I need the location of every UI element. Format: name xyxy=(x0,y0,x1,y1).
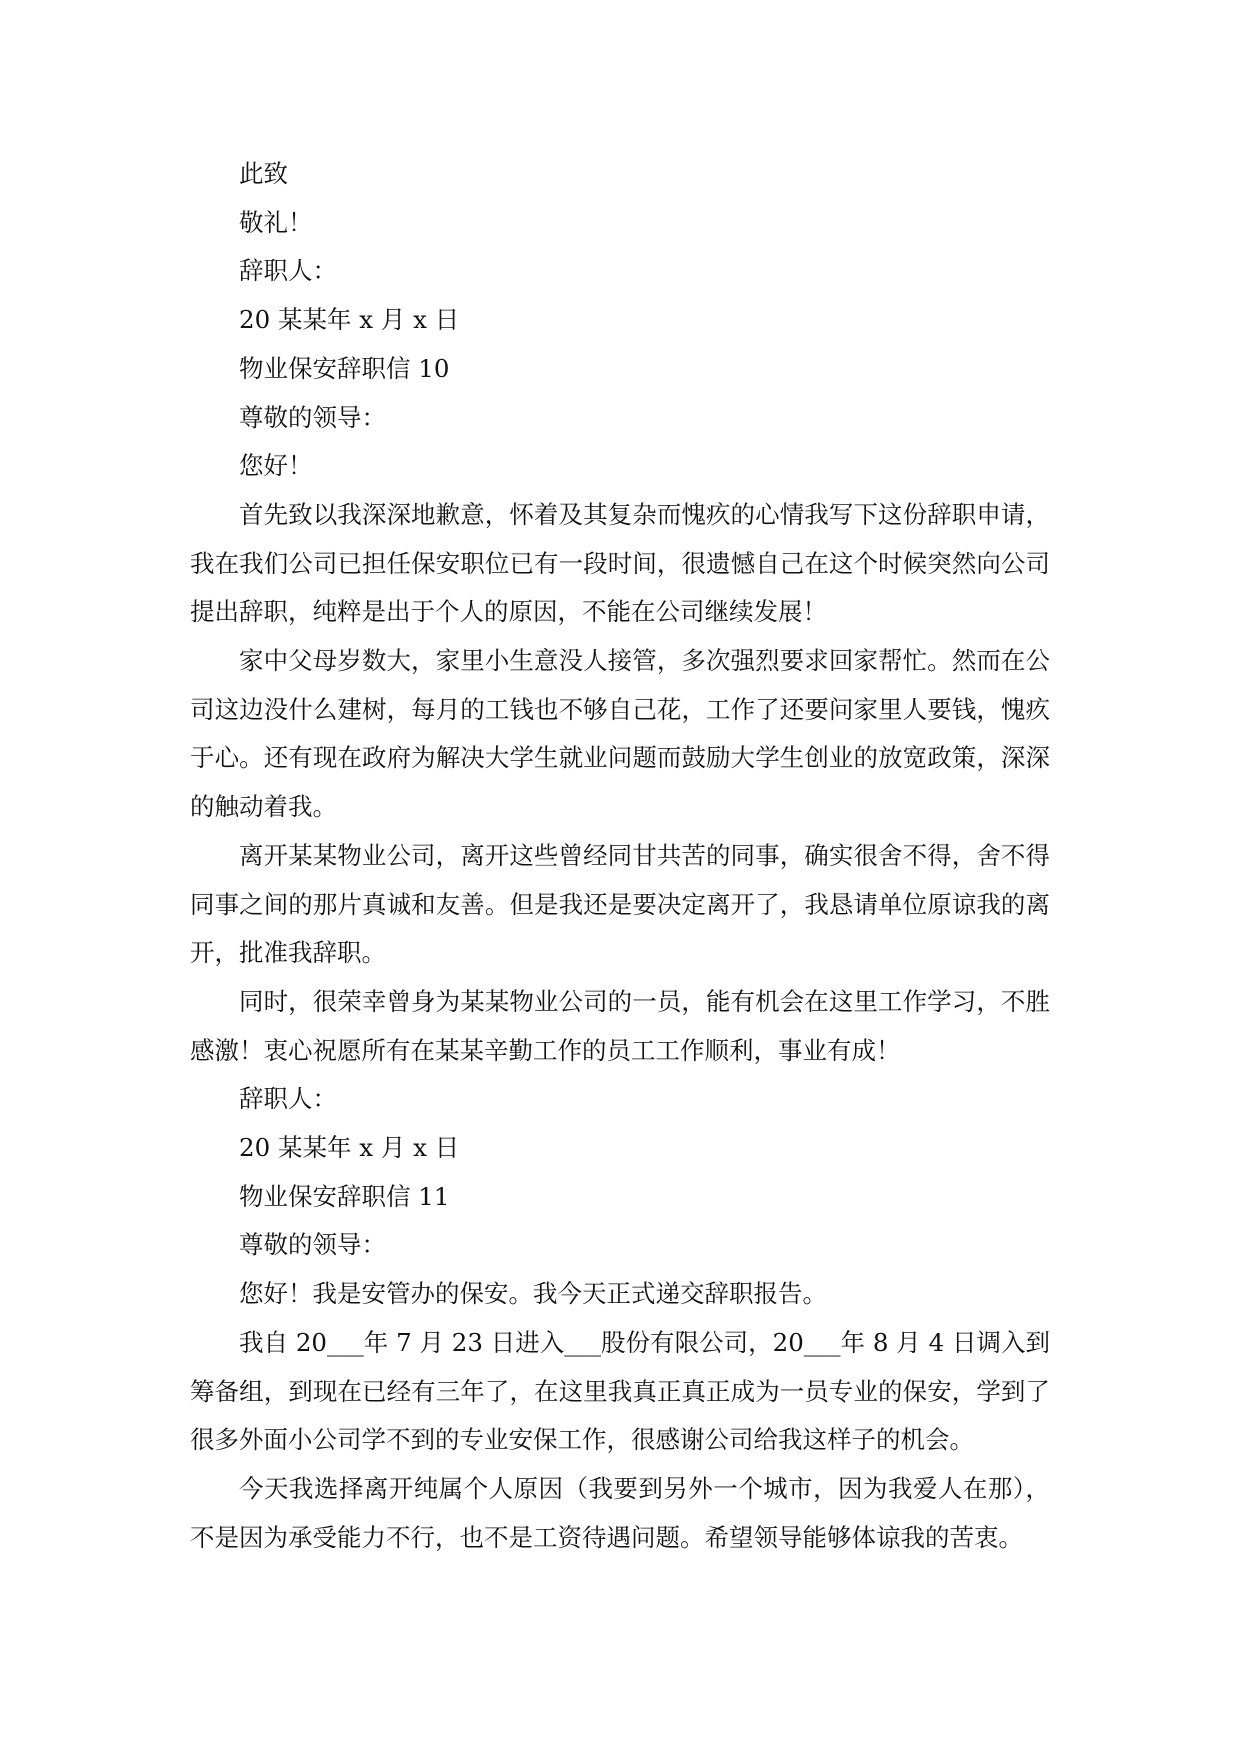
letter-greeting: 尊敬的领导： xyxy=(239,1230,386,1260)
closing-phrase: 此致 xyxy=(239,159,288,188)
signature-date: 20 某某年 x 月 x 日 xyxy=(239,1133,460,1163)
letter-hello: 您好！ xyxy=(239,451,313,481)
signer-label: 辞职人： xyxy=(239,256,337,286)
body-paragraph: 同时，很荣幸曾身为某某物业公司的一员，能有机会在这里工作学习，不胜感激！衷心祝愿所有在某某辛勤工作的员工工作顺利，事业有成！ xyxy=(190,986,1050,1065)
document-body xyxy=(190,150,1050,1562)
signer-label: 辞职人： xyxy=(239,1084,337,1114)
letter-hello: 您好！我是安管办的保安。我今天正式递交辞职报告。 xyxy=(239,1279,827,1309)
body-paragraph: 离开某某物业公司，离开这些曾经同甘共苦的同事，确实很舍不得，舍不得同事之间的那片真诚和友善。但是我还是要决定离开了，我恳请单位原谅我的离开，批准我辞职。 xyxy=(190,840,1050,968)
letter-heading: 物业保安辞职信 11 xyxy=(239,1181,450,1211)
salutation-regards: 敬礼！ xyxy=(239,207,313,237)
letter-heading: 物业保安辞职信 10 xyxy=(239,353,450,383)
signature-date: 20 某某年 x 月 x 日 xyxy=(239,305,460,335)
body-paragraph: 家中父母岁数大，家里小生意没人接管，多次强烈要求回家帮忙。然而在公司这边没什么建树，每月的工钱也不够自己花，工作了还要问家里人要钱，愧疚于心。还有现在政府为解决大学生就业问题而鼓励大学生创业的放宽政策，深深的触动着我。 xyxy=(190,646,1050,822)
body-paragraph: 我自 20___年 7 月 23 日进入___股份有限公司，20___年 8 月 4 日调入到筹备组，到现在已经有三年了，在这里我真正真正成为一员专业的保安，学到了很多外面小公司学不到的专业安保工作，很感谢公司给我这样子的机会。 xyxy=(190,1327,1050,1455)
letter-greeting: 尊敬的领导： xyxy=(239,402,386,432)
body-paragraph: 今天我选择离开纯属个人原因（我要到另外一个城市，因为我爱人在那），不是因为承受能力不行，也不是工资待遇问题。希望领导能够体谅我的苦衷。 xyxy=(190,1473,1050,1552)
body-paragraph: 首先致以我深深地歉意，怀着及其复杂而愧疚的心情我写下这份辞职申请，我在我们公司已担任保安职位已有一段时间，很遗憾自己在这个时候突然向公司提出辞职，纯粹是出于个人的原因，不能在公司继续发展！ xyxy=(190,499,1050,627)
